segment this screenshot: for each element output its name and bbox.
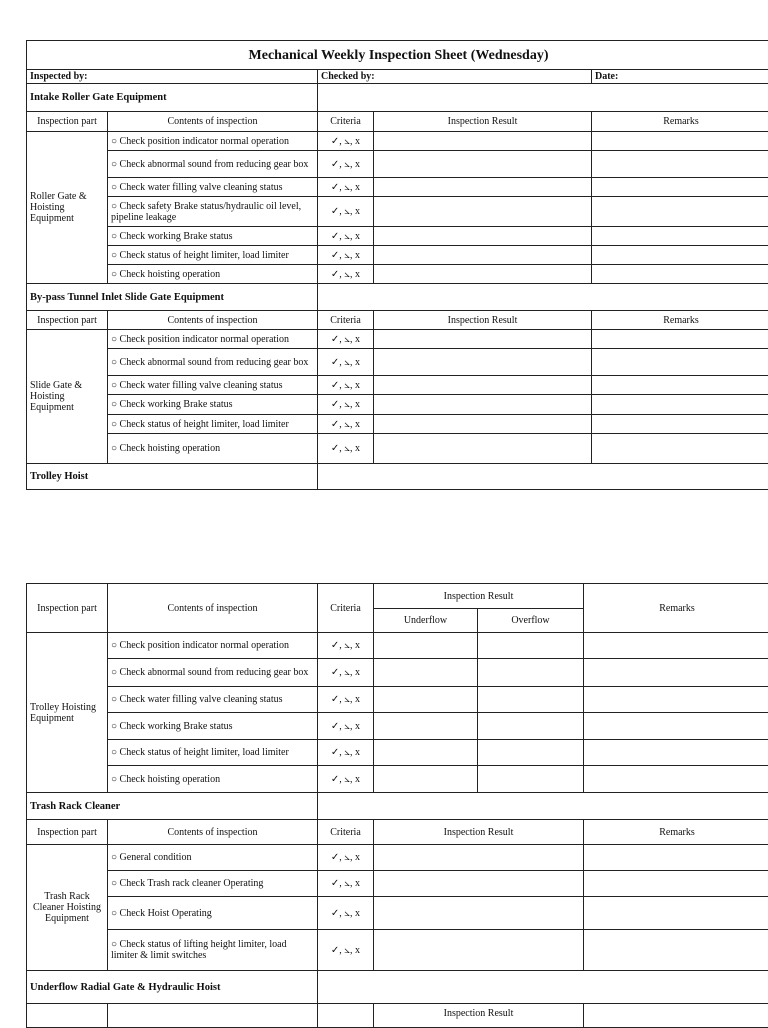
remarks-cell[interactable]	[592, 151, 768, 178]
inspection-item: ○ Check hoisting operation	[108, 265, 318, 284]
criteria-symbol: ✓, ⦣, x	[318, 930, 374, 971]
inspection-item: ○ Check abnormal sound from reducing gear box	[108, 659, 318, 687]
result-cell[interactable]	[374, 151, 592, 178]
header-inspection-part: Inspection part	[27, 820, 108, 845]
header-remarks: Remarks	[584, 584, 768, 633]
result-cell[interactable]	[374, 930, 584, 971]
section-title-intake: Intake Roller Gate Equipment	[27, 84, 318, 112]
remarks-cell[interactable]	[592, 227, 768, 246]
remarks-cell[interactable]	[592, 132, 768, 151]
inspection-item: ○ Check hoisting operation	[108, 434, 318, 464]
underflow-cell[interactable]	[374, 633, 478, 659]
criteria-symbol: ✓, ⦣, x	[318, 897, 374, 930]
result-cell[interactable]	[374, 845, 584, 871]
section-title-radial-gate: Underflow Radial Gate & Hydraulic Hoist	[27, 971, 318, 1004]
criteria-symbol: ✓, ⦣, x	[318, 349, 374, 376]
header-inspection-part: Inspection part	[27, 584, 108, 633]
header-remarks: Remarks	[592, 112, 768, 132]
underflow-cell[interactable]	[374, 659, 478, 687]
section-blank	[318, 971, 768, 1004]
remarks-cell[interactable]	[592, 330, 768, 349]
header-remarks: Remarks	[584, 820, 768, 845]
header-contents: Contents of inspection	[108, 820, 318, 845]
inspection-item: ○ Check Hoist Operating	[108, 897, 318, 930]
inspection-item: ○ Check status of height limiter, load limiter	[108, 740, 318, 766]
part-label-trash-rack: Trash Rack Cleaner Hoisting Equipment	[27, 845, 108, 971]
inspection-item: ○ Check position indicator normal operation	[108, 132, 318, 151]
header-criteria: Criteria	[318, 820, 374, 845]
underflow-cell[interactable]	[374, 687, 478, 713]
result-cell[interactable]	[374, 178, 592, 197]
inspection-item: ○ Check safety Brake status/hydraulic oil level, pipeline leakage	[108, 197, 318, 227]
result-cell[interactable]	[374, 349, 592, 376]
header-contents: Contents of inspection	[108, 584, 318, 633]
header-result: Inspection Result	[374, 584, 584, 609]
overflow-cell[interactable]	[478, 659, 584, 687]
inspection-item: ○ Check working Brake status	[108, 227, 318, 246]
header-remarks: Remarks	[592, 311, 768, 330]
header-result: Inspection Result	[374, 820, 584, 845]
result-cell[interactable]	[374, 376, 592, 395]
remarks-cell[interactable]	[592, 265, 768, 284]
remarks-cell[interactable]	[592, 197, 768, 227]
header-overflow: Overflow	[478, 609, 584, 633]
criteria-symbol: ✓, ⦣, x	[318, 740, 374, 766]
inspection-item: ○ Check hoisting operation	[108, 766, 318, 793]
header-criteria: Criteria	[318, 112, 374, 132]
remarks-cell[interactable]	[592, 434, 768, 464]
overflow-cell[interactable]	[478, 633, 584, 659]
underflow-cell[interactable]	[374, 766, 478, 793]
criteria-symbol: ✓, ⦣, x	[318, 395, 374, 415]
overflow-cell[interactable]	[478, 740, 584, 766]
section-blank	[318, 464, 768, 490]
section-blank	[318, 84, 768, 112]
inspection-item: ○ Check working Brake status	[108, 395, 318, 415]
part-label-trolley: Trolley Hoisting Equipment	[27, 633, 108, 793]
header-inspection-part: Inspection part	[27, 112, 108, 132]
section-title-trolley: Trolley Hoist	[27, 464, 318, 490]
overflow-cell[interactable]	[478, 687, 584, 713]
criteria-symbol: ✓, ⦣, x	[318, 178, 374, 197]
criteria-symbol: ✓, ⦣, x	[318, 151, 374, 178]
result-cell[interactable]	[374, 197, 592, 227]
criteria-symbol: ✓, ⦣, x	[318, 246, 374, 265]
inspection-item: ○ Check status of height limiter, load limiter	[108, 415, 318, 434]
inspection-item: ○ Check working Brake status	[108, 713, 318, 740]
underflow-cell[interactable]	[374, 713, 478, 740]
result-cell[interactable]	[374, 897, 584, 930]
inspection-item: ○ Check position indicator normal operation	[108, 633, 318, 659]
remarks-cell[interactable]	[592, 349, 768, 376]
overflow-cell[interactable]	[478, 713, 584, 740]
inspection-sheet-table-2	[26, 583, 768, 1028]
result-cell[interactable]	[374, 415, 592, 434]
criteria-symbol: ✓, ⦣, x	[318, 871, 374, 897]
overflow-cell[interactable]	[478, 766, 584, 793]
criteria-symbol: ✓, ⦣, x	[318, 659, 374, 687]
criteria-symbol: ✓, ⦣, x	[318, 227, 374, 246]
inspection-item: ○ Check position indicator normal operation	[108, 330, 318, 349]
result-cell[interactable]	[374, 330, 592, 349]
criteria-symbol: ✓, ⦣, x	[318, 434, 374, 464]
underflow-cell[interactable]	[374, 740, 478, 766]
inspection-item: ○ Check water filling valve cleaning status	[108, 376, 318, 395]
header-criteria: Criteria	[318, 584, 374, 633]
result-cell[interactable]	[374, 434, 592, 464]
criteria-symbol: ✓, ⦣, x	[318, 766, 374, 793]
inspection-item: ○ Check water filling valve cleaning status	[108, 687, 318, 713]
inspection-item: ○ Check Trash rack cleaner Operating	[108, 871, 318, 897]
sheet-title: Mechanical Weekly Inspection Sheet (Wednesday)	[27, 41, 768, 70]
result-cell[interactable]	[374, 395, 592, 415]
result-cell[interactable]	[374, 871, 584, 897]
criteria-symbol: ✓, ⦣, x	[318, 845, 374, 871]
header-result: Inspection Result	[374, 112, 592, 132]
inspected-by-field[interactable]: Inspected by:	[27, 70, 318, 84]
inspection-item: ○ Check status of height limiter, load limiter	[108, 246, 318, 265]
criteria-symbol: ✓, ⦣, x	[318, 713, 374, 740]
criteria-symbol: ✓, ⦣, x	[318, 265, 374, 284]
remarks-cell[interactable]	[584, 659, 768, 687]
result-cell[interactable]	[374, 265, 592, 284]
section-blank	[318, 284, 768, 311]
part-label-slide-gate: Slide Gate & Hoisting Equipment	[27, 330, 108, 464]
checked-by-field[interactable]: Checked by:	[318, 70, 592, 84]
remarks-cell[interactable]	[584, 930, 768, 971]
header-contents: Contents of inspection	[108, 112, 318, 132]
criteria-symbol: ✓, ⦣, x	[318, 197, 374, 227]
section-blank	[318, 793, 768, 820]
criteria-symbol: ✓, ⦣, x	[318, 376, 374, 395]
remarks-cell[interactable]	[592, 246, 768, 265]
criteria-symbol: ✓, ⦣, x	[318, 132, 374, 151]
remarks-cell[interactable]	[584, 871, 768, 897]
section-title-bypass: By-pass Tunnel Inlet Slide Gate Equipment	[27, 284, 318, 311]
header-result: Inspection Result	[374, 1004, 584, 1028]
inspection-sheet-table-1	[26, 40, 768, 490]
remarks-cell[interactable]	[584, 633, 768, 659]
inspection-item: ○ Check abnormal sound from reducing gear box	[108, 349, 318, 376]
inspection-item: ○ Check status of lifting height limiter, load limiter & limit switches	[108, 930, 318, 971]
remarks-cell[interactable]	[592, 178, 768, 197]
remarks-cell[interactable]	[584, 897, 768, 930]
remarks-cell[interactable]	[584, 740, 768, 766]
section-title-trash-rack: Trash Rack Cleaner	[27, 793, 318, 820]
result-cell[interactable]	[374, 227, 592, 246]
remarks-cell[interactable]	[584, 713, 768, 740]
header-criteria: Criteria	[318, 311, 374, 330]
inspection-item: ○ Check abnormal sound from reducing gear box	[108, 151, 318, 178]
part-label-roller-gate: Roller Gate & Hoisting Equipment	[27, 132, 108, 284]
remarks-cell[interactable]	[584, 845, 768, 871]
criteria-symbol: ✓, ⦣, x	[318, 687, 374, 713]
result-cell[interactable]	[374, 246, 592, 265]
header-underflow: Underflow	[374, 609, 478, 633]
header-inspection-part: Inspection part	[27, 311, 108, 330]
inspection-item: ○ General condition	[108, 845, 318, 871]
remarks-cell[interactable]	[584, 687, 768, 713]
date-field[interactable]: Date:	[592, 70, 768, 84]
criteria-symbol: ✓, ⦣, x	[318, 633, 374, 659]
result-cell[interactable]	[374, 132, 592, 151]
header-result: Inspection Result	[374, 311, 592, 330]
remarks-cell[interactable]	[592, 415, 768, 434]
remarks-cell[interactable]	[584, 766, 768, 793]
remarks-cell[interactable]	[592, 376, 768, 395]
inspection-item: ○ Check water filling valve cleaning status	[108, 178, 318, 197]
remarks-cell[interactable]	[592, 395, 768, 415]
header-contents: Contents of inspection	[108, 311, 318, 330]
criteria-symbol: ✓, ⦣, x	[318, 415, 374, 434]
criteria-symbol: ✓, ⦣, x	[318, 330, 374, 349]
